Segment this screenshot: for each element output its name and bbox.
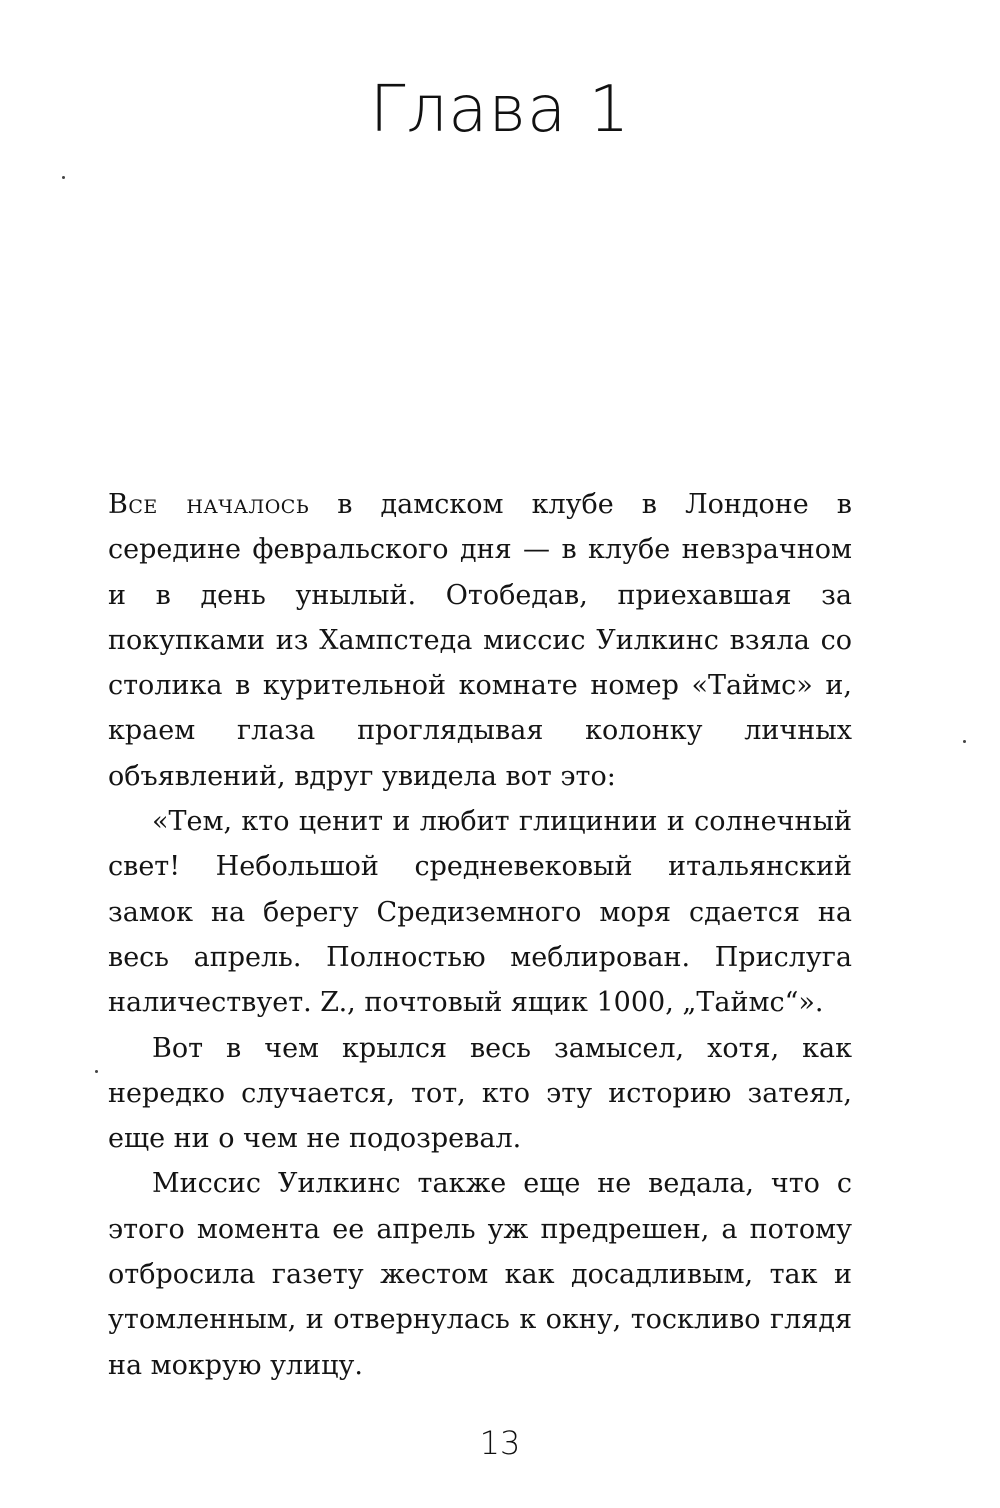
print-speck xyxy=(95,1070,98,1073)
opening-small-caps: Все началось xyxy=(108,489,310,520)
print-speck xyxy=(62,176,65,179)
paragraph-opening xyxy=(108,482,852,799)
page-number: 13 xyxy=(479,1424,521,1462)
opening-text: в дамском клубе в Лондоне в середине февральского дня — в клубе невзрачном и в день унылый. Отобедав, приехавшая за покупками из Хампстеда миссис Уилкинс взяла со столика в курительной комнате номер «Таймс» и, краем глаза проглядывая колонку личных объявлений, вдруг увидела вот это: xyxy=(108,489,852,792)
print-speck xyxy=(963,740,966,743)
paragraph-plan: Вот в чем крылся весь замысел, хотя, как нередко случается, тот, кто эту историю затеял, еще ни о чем не подозревал. xyxy=(108,1032,852,1155)
chapter-title: Глава 1 xyxy=(369,73,631,147)
paragraph-advertisement: «Тем, кто ценит и любит глицинии и солнечный свет! Небольшой средневековый итальянский замок на берегу Средиземного моря сдается на весь апрель. Полностью меблирован. Прислуга наличествует. Z., почтовый ящик 1000, „Таймс“». xyxy=(108,806,852,1019)
chapter-body xyxy=(108,482,852,1388)
paragraph-mrs-wilkins: Миссис Уилкинс также еще не ведала, что с этого момента ее апрель уж предрешен, а потому отбросила газету жестом как досадливым, так и утомленным, и отвернулась к окну, тоскливо глядя на мокрую улицу. xyxy=(108,1168,852,1381)
